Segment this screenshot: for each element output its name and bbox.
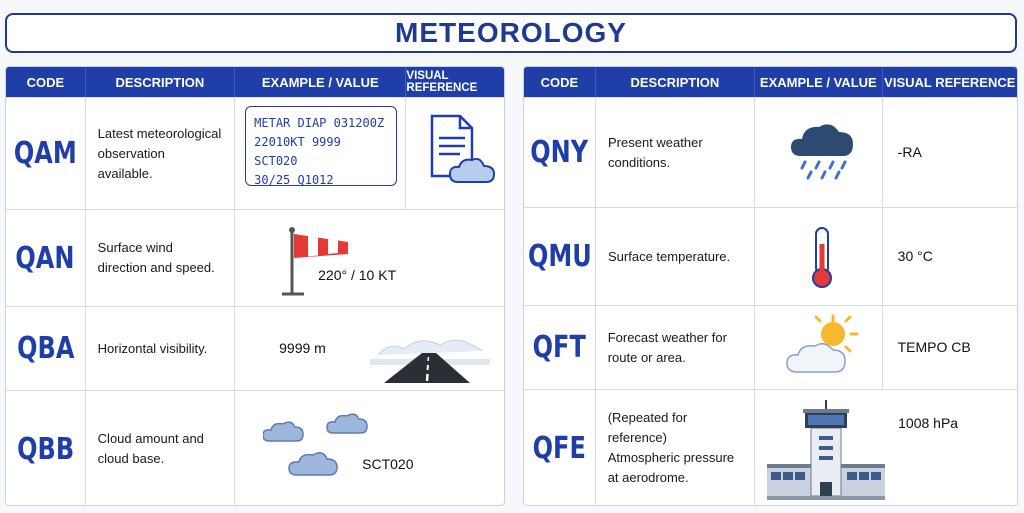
example-cell — [755, 390, 1017, 506]
visual-cell — [406, 98, 504, 209]
left-table-header — [6, 67, 504, 97]
table-row — [524, 305, 1017, 389]
temperature-value: 30 °C — [897, 248, 933, 264]
description-cell: Surface wind direction and speed. — [86, 210, 235, 306]
header-description: DESCRIPTION — [86, 67, 235, 97]
value-cell — [883, 98, 1017, 207]
code-label: QBA — [16, 331, 74, 366]
description-cell: Cloud amount and cloud base. — [86, 391, 235, 506]
code-label: QNY — [530, 135, 589, 170]
header-code: CODE — [524, 67, 596, 97]
value-cell — [883, 306, 1017, 389]
metar-box: METAR DIAP 031200Z 22010KT 9999 SCT020 30/25 Q1012 — [245, 106, 397, 186]
cloud-value: SCT020 — [362, 456, 414, 472]
header-example: EXAMPLE / VALUE — [235, 67, 406, 97]
thermometer-icon — [807, 226, 837, 290]
description-cell: Present weather conditions. — [596, 98, 755, 207]
header-visual: VISUAL REFERENCE — [406, 70, 478, 94]
table-row — [6, 97, 504, 209]
description-cell: Horizontal visibility. — [86, 307, 235, 390]
control-tower-icon — [767, 398, 885, 500]
description-cell: Forecast weather for route or area. — [596, 306, 755, 389]
title-banner — [5, 13, 1017, 53]
code-label: QFT — [532, 330, 586, 365]
windsock-icon — [280, 222, 360, 300]
weather-value: -RA — [897, 144, 922, 160]
value-cell — [883, 208, 1017, 305]
example-cell — [235, 307, 504, 390]
code-label: QAM — [13, 136, 77, 171]
table-row — [524, 389, 1017, 506]
code-label: QAN — [15, 240, 75, 276]
example-cell — [755, 306, 882, 389]
right-table-header — [524, 67, 1017, 97]
description-cell: Surface temperature. — [596, 208, 755, 305]
example-cell — [235, 210, 504, 306]
wind-value: 220° / 10 KT — [318, 267, 397, 283]
table-row — [6, 390, 504, 506]
sun-cloud-icon — [783, 312, 863, 382]
table-row — [524, 97, 1017, 207]
table-row — [6, 306, 504, 390]
rain-cloud-icon — [787, 114, 857, 184]
runway-icon — [370, 325, 490, 385]
description-cell: Latest meteorological observation available. — [86, 98, 235, 209]
left-table — [5, 66, 505, 506]
header-example: EXAMPLE / VALUE — [755, 67, 882, 97]
header-visual: VISUAL REFERENCE — [884, 74, 1016, 90]
header-code: CODE — [6, 67, 86, 97]
clouds-icon — [263, 405, 383, 485]
example-cell — [755, 208, 882, 305]
table-row — [6, 209, 504, 306]
example-cell — [235, 391, 504, 506]
code-label: QMU — [527, 239, 592, 274]
example-cell — [235, 98, 406, 209]
page-title: METEOROLOGY — [395, 17, 627, 48]
document-cloud-icon — [420, 110, 500, 190]
forecast-value: TEMPO CB — [897, 339, 971, 355]
description-cell: (Repeated for reference) Atmospheric pressure at aerodrome. — [596, 390, 755, 506]
table-row — [524, 207, 1017, 305]
code-label: QBB — [16, 431, 74, 467]
right-table — [523, 66, 1018, 506]
visibility-value: 9999 m — [279, 340, 326, 356]
header-description: DESCRIPTION — [596, 67, 755, 97]
example-cell — [755, 98, 882, 207]
code-label: QFE — [532, 430, 586, 466]
pressure-value: 1008 hPa — [898, 415, 959, 431]
